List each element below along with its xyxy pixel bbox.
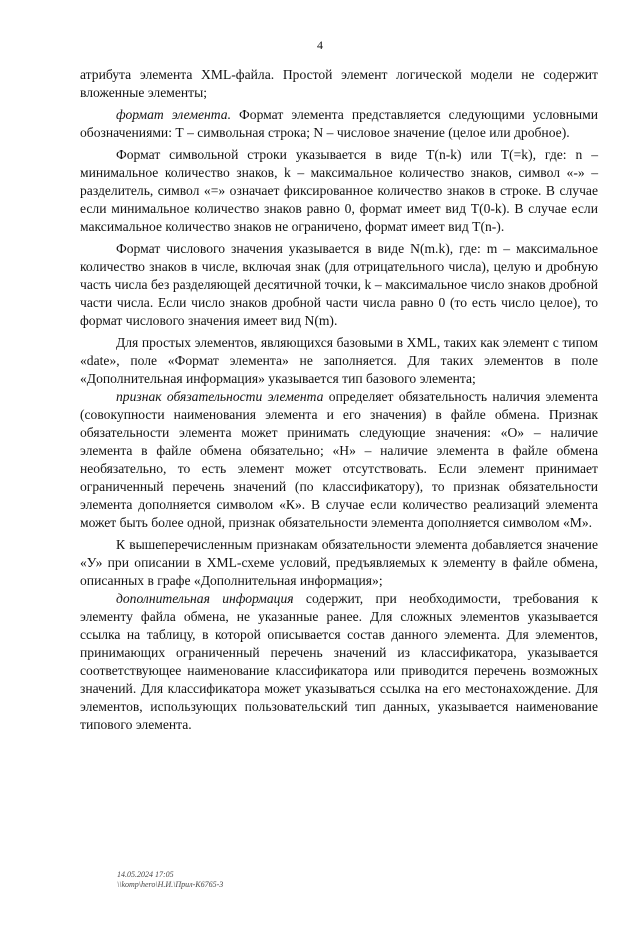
paragraph-1	[80, 66, 598, 102]
document-footer	[117, 870, 223, 890]
paragraph-text: К вышеперечисленным признакам обязательности элемента добавляется значение «У» при описании в XML-схеме условий, предъявляемых к элементу в файле обмена, описанных в графе «Дополнительная информация»;	[80, 537, 598, 588]
paragraph-text: Формат элемента представляется следующими условными обозначениями: Т – символьная строка; N – числовое значение (целое или дробное).	[80, 107, 598, 140]
paragraph-format	[80, 106, 598, 142]
paragraph-text: Формат символьной строки указывается в виде T(n-k) или T(=k), где: n – минимальное количество знаков, k – максимальное количество знаков, символ «-» – разделитель, символ «=» означает фиксированное количество знаков в строке. В случае если минимальное количество знаков равно 0, формат имеет вид T(0-k). В случае если максимальное количество знаков не ограничено, формат имеет вид T(n-).	[80, 147, 598, 234]
paragraph-mandatory	[80, 388, 598, 532]
paragraph-text: Для простых элементов, являющихся базовыми в XML, таких как элемент с типом «date», поле «Формат элемента» не заполняется. Для таких элементов в поле «Дополнительная информация» указывается тип базового элемента;	[80, 335, 598, 386]
paragraph-string-format	[80, 146, 598, 236]
paragraph-simple-elements	[80, 334, 598, 388]
paragraph-text: Формат числового значения указывается в виде N(m.k), где: m – максимальное количество знаков в числе, включая знак (для отрицательного числа), целую и дробную часть числа без разделяющей десятичной точки, k – максимальное число знаков дробной части числа. Если число знаков дробной части числа равно 0 (то есть число целое), то формат числового значения имеет вид N(m).	[80, 241, 598, 328]
document-body	[80, 66, 598, 734]
paragraph-text: определяет обязательность наличия элемента (совокупности наименования элемента и его значения) в файле обмена. Признак обязательности элемента может принимать следующие значения: «О» – наличие элемента в файле обмена обязательно; «Н» – наличие элемента в файле обмена необязательно, то есть элемент может отсутствовать. Если элемент принимает ограниченный перечень значений (по классификатору), то признак обязательности элемента дополняется символом «К». В случае если количество реализаций элемента может быть более одной, признак обязательности элемента дополняется символом «М».	[80, 389, 598, 530]
paragraph-additional-info	[80, 590, 598, 734]
term-additional-info: дополнительная информация	[116, 591, 294, 606]
paragraph-text: содержит, при необходимости, требования к элементу файла обмена, не указанные ранее. Для сложных элементов указывается ссылка на таблицу, в которой описывается состав данного элемента. Для элементов, принимающих ограниченный перечень значений из классификатора, указывается соответствующее наименование классификатора или приводится перечень возможных значений. Для классификатора может указываться ссылка на его местонахождение. Для элементов, использующих пользовательский тип данных, указывается наименование типового элемента.	[80, 591, 598, 732]
term-mandatory-flag: признак обязательности элемента	[116, 389, 324, 404]
paragraph-text: атрибута элемента XML-файла. Простой элемент логической модели не содержит вложенные элементы;	[80, 67, 598, 100]
paragraph-mandatory-y	[80, 536, 598, 590]
footer-timestamp: 14.05.2024 17:05	[117, 870, 174, 879]
footer-file-path: \\komp\hero\Н.И.\Прил-К6765-3	[117, 880, 224, 889]
term-element-format: формат элемента.	[116, 107, 231, 122]
paragraph-number-format	[80, 240, 598, 330]
page-number: 4	[317, 38, 323, 52]
